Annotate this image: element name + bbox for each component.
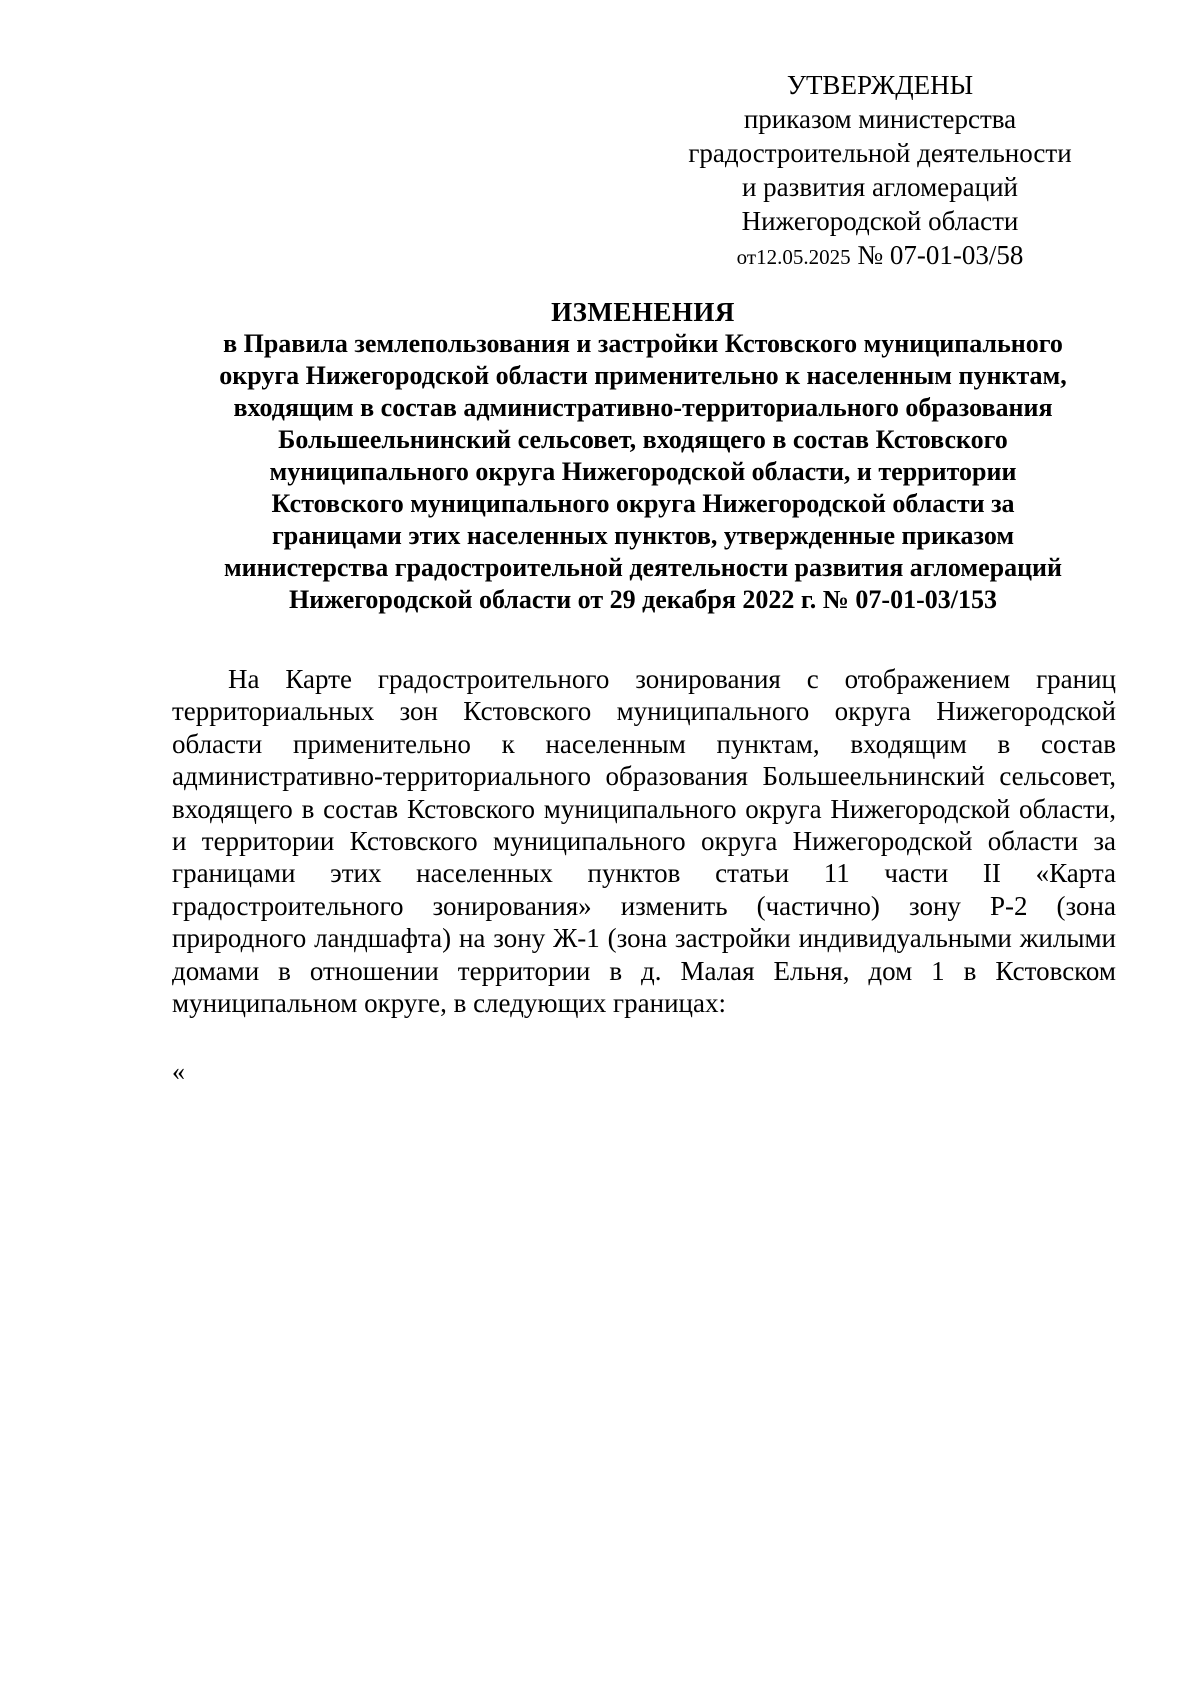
approval-line: приказом министерства [743, 104, 1017, 134]
title-heading: ИЗМЕНЕНИЯ [551, 297, 735, 327]
approval-line: Нижегородской области [741, 206, 1019, 236]
title-line: Кстовского муниципального округа Нижегородской области за [271, 489, 1015, 518]
title-line: Нижегородской области от 29 декабря 2022 г. № 07-01-03/153 [289, 585, 997, 614]
approval-date: 12.05.2025 [756, 245, 851, 269]
approval-date-prefix: от [736, 245, 757, 269]
approval-line: и развития агломераций [741, 172, 1018, 202]
title-line: входящим в состав административно-территориального образования [233, 393, 1053, 422]
approval-line: градостроительной деятельности [688, 138, 1072, 168]
document-title [168, 296, 1118, 616]
opening-quote: « [172, 1057, 185, 1086]
title-line: границами этих населенных пунктов, утвержденные приказом [271, 521, 1015, 550]
title-line: в Правила землепользования и застройки Кстовского муниципального [223, 329, 1063, 358]
approval-date-line [660, 238, 1100, 274]
body-paragraph: На Карте градостроительного зонирования с отображением границ территориальных зон Кстовского муниципального округа Нижегородской области применительно к населенным пунктам, входящим в состав административно-территориального образования Большеельнинский сельсовет, входящего в состав Кстовского муниципального округа Нижегородской области, и территории Кстовского муниципального округа Нижегородской области за границами этих населенных пунктов статьи 11 части II «Карта градостроительного зонирования» изменить (частично) зону Р-2 (зона природного ландшафта) на зону Ж-1 (зона застройки индивидуальными жилыми домами в отношении территории в д. Малая Ельня, дом 1 в Кстовском муниципальном округе, в следующих границах: [172, 664, 1116, 1019]
title-line: муниципального округа Нижегородской области, и территории [269, 457, 1017, 486]
approval-order-number: № 07-01-03/58 [850, 240, 1024, 270]
title-line: министерства градостроительной деятельности развития агломераций [223, 553, 1063, 582]
approval-heading: УТВЕРЖДЕНЫ [786, 70, 974, 100]
approval-stamp [660, 68, 1100, 274]
title-line: Большеельнинский сельсовет, входящего в состав Кстовского [278, 425, 1008, 454]
title-line: округа Нижегородской области применительно к населенным пунктам, [219, 361, 1067, 390]
